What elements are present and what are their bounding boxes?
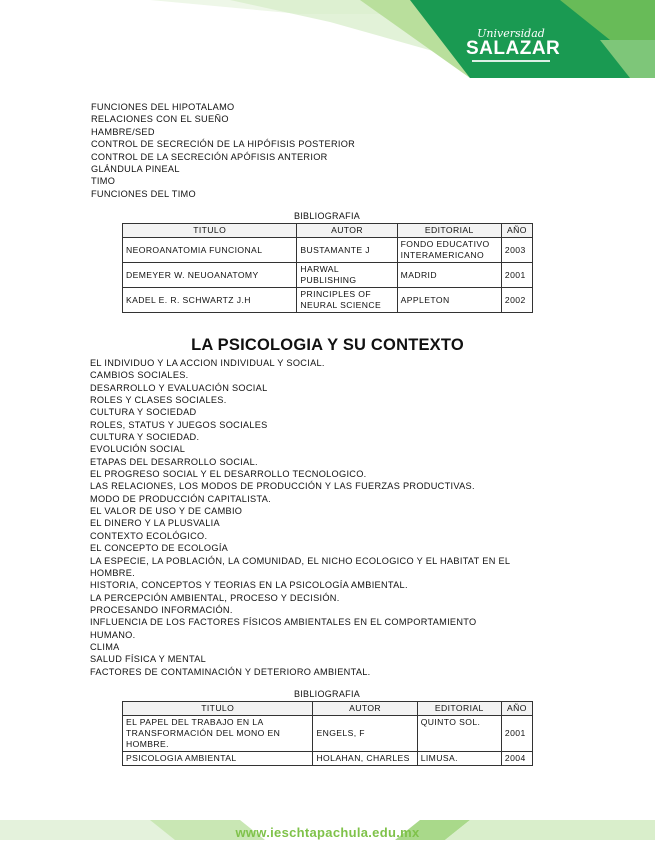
list-item: CLIMA xyxy=(90,641,120,652)
list-item: FUNCIONES DEL TIMO xyxy=(91,188,196,199)
list-item: CONTROL DE SECRECIÓN DE LA HIPÓFISIS POSTERIOR xyxy=(91,139,356,150)
column-header: EDITORIAL xyxy=(397,224,501,238)
column-header: AÑO xyxy=(501,224,532,238)
cell-publisher: FONDO EDUCATIVO INTERAMERICANO xyxy=(397,238,501,263)
list-item: EL VALOR DE USO Y DE CAMBIO xyxy=(90,506,243,517)
section-item-list xyxy=(90,357,570,678)
list-item: EL INDIVIDUO Y LA ACCION INDIVIDUAL Y SOCIAL. xyxy=(90,358,325,368)
cell-publisher: APPLETON xyxy=(397,288,501,313)
cell-author: HARWAL PUBLISHING xyxy=(297,263,397,288)
cell-author: BUSTAMANTE J xyxy=(297,238,397,263)
cell-year: 2001 xyxy=(501,263,532,288)
table-row xyxy=(123,238,533,263)
list-item: HUMANO. xyxy=(90,629,136,640)
list-item: DESARROLLO Y EVALUACIÓN SOCIAL xyxy=(90,382,268,393)
list-item: RELACIONES CON EL SUEÑO xyxy=(91,114,229,125)
list-item: SALUD FÍSICA Y MENTAL xyxy=(90,654,207,665)
list-item: GLÁNDULA PINEAL xyxy=(91,164,180,175)
table-header-row xyxy=(123,224,533,238)
list-item: EL DINERO Y LA PLUSVALIA xyxy=(90,518,220,529)
cell-publisher: MADRID xyxy=(397,263,501,288)
list-item: CULTURA Y SOCIEDAD. xyxy=(90,432,200,443)
list-item: EL PROGRESO SOCIAL Y EL DESARROLLO TECNOLOGICO. xyxy=(90,469,367,480)
list-item: TIMO xyxy=(91,176,116,187)
cell-year: 2004 xyxy=(501,752,532,766)
cell-author: ENGELS, F xyxy=(313,716,417,752)
cell-year: 2002 xyxy=(501,288,532,313)
cell-author: PRINCIPLES OF NEURAL SCIENCE xyxy=(297,288,397,313)
list-item: PROCESANDO INFORMACIÓN. xyxy=(90,604,233,615)
section-title: LA PSICOLOGIA Y SU CONTEXTO xyxy=(191,336,464,354)
table-row xyxy=(123,263,533,288)
list-item: FUNCIONES DEL HIPOTALAMO xyxy=(91,102,235,112)
cell-title: NEOROANATOMIA FUNCIONAL xyxy=(123,238,297,263)
bibliography-table xyxy=(122,701,533,766)
cell-publisher: QUINTO SOL. xyxy=(417,716,501,752)
bibliography-table xyxy=(122,223,533,313)
cell-title: EL PAPEL DEL TRABAJO EN LA TRANSFORMACIÓN DEL MONO EN HOMBRE. xyxy=(123,716,313,752)
list-item: CULTURA Y SOCIEDAD xyxy=(90,407,197,418)
footer-website: www.ieschtapachula.edu.mx xyxy=(235,825,420,840)
cell-author: HOLAHAN, CHARLES xyxy=(313,752,417,766)
cell-title: KADEL E. R. SCHWARTZ J.H xyxy=(123,288,297,313)
table-header-row xyxy=(123,702,533,716)
list-item: LA ESPECIE, LA POBLACIÓN, LA COMUNIDAD, EL NICHO ECOLOGICO Y EL HABITAT EN EL xyxy=(90,555,511,566)
list-item: MODO DE PRODUCCIÓN CAPITALISTA. xyxy=(90,493,271,504)
column-header: AÑO xyxy=(501,702,532,716)
topic-list xyxy=(91,101,355,200)
list-item: EVOLUCIÓN SOCIAL xyxy=(90,444,186,455)
column-header: EDITORIAL xyxy=(417,702,501,716)
list-item: LAS RELACIONES, LOS MODOS DE PRODUCCIÓN Y LAS FUERZAS PRODUCTIVAS. xyxy=(90,481,475,492)
list-item: EL CONCEPTO DE ECOLOGÍA xyxy=(90,543,229,554)
list-item: HAMBRE/SED xyxy=(91,126,155,137)
list-item: LA PERCEPCIÓN AMBIENTAL, PROCESO Y DECISIÓN. xyxy=(90,592,340,603)
list-item: ETAPAS DEL DESARROLLO SOCIAL. xyxy=(90,456,258,467)
list-item: CONTEXTO ECOLÓGICO. xyxy=(90,530,208,541)
list-item: HISTORIA, CONCEPTOS Y TEORIAS EN LA PSICOLOGÍA AMBIENTAL. xyxy=(90,580,408,591)
list-item: CONTROL DE LA SECRECIÓN APÓFISIS ANTERIOR xyxy=(91,151,328,162)
cell-year: 2001 xyxy=(501,716,532,752)
cell-year: 2003 xyxy=(501,238,532,263)
column-header: TITULO xyxy=(123,224,297,238)
column-header: AUTOR xyxy=(297,224,397,238)
cell-publisher: LIMUSA. xyxy=(417,752,501,766)
bibliography-caption: BIBLIOGRAFIA xyxy=(293,689,361,699)
cell-title: DEMEYER W. NEUOANATOMY xyxy=(123,263,297,288)
bibliography-caption: BIBLIOGRAFIA xyxy=(293,211,361,221)
list-item: FACTORES DE CONTAMINACIÓN Y DETERIORO AMBIENTAL. xyxy=(90,666,371,677)
list-item: INFLUENCIA DE LOS FACTORES FÍSICOS AMBIENTALES EN EL COMPORTAMIENTO xyxy=(90,617,477,628)
list-item: ROLES Y CLASES SOCIALES. xyxy=(90,395,227,406)
table-row xyxy=(123,716,533,752)
table-row xyxy=(123,288,533,313)
list-item: ROLES, STATUS Y JUEGOS SOCIALES xyxy=(90,419,268,430)
column-header: AUTOR xyxy=(313,702,417,716)
cell-title: PSICOLOGIA AMBIENTAL xyxy=(123,752,313,766)
column-header: TITULO xyxy=(123,702,313,716)
list-item: HOMBRE. xyxy=(90,567,135,578)
university-logo: Universidad SALAZAR xyxy=(466,28,556,62)
list-item: CAMBIOS SOCIALES. xyxy=(90,370,189,381)
table-row xyxy=(123,752,533,766)
